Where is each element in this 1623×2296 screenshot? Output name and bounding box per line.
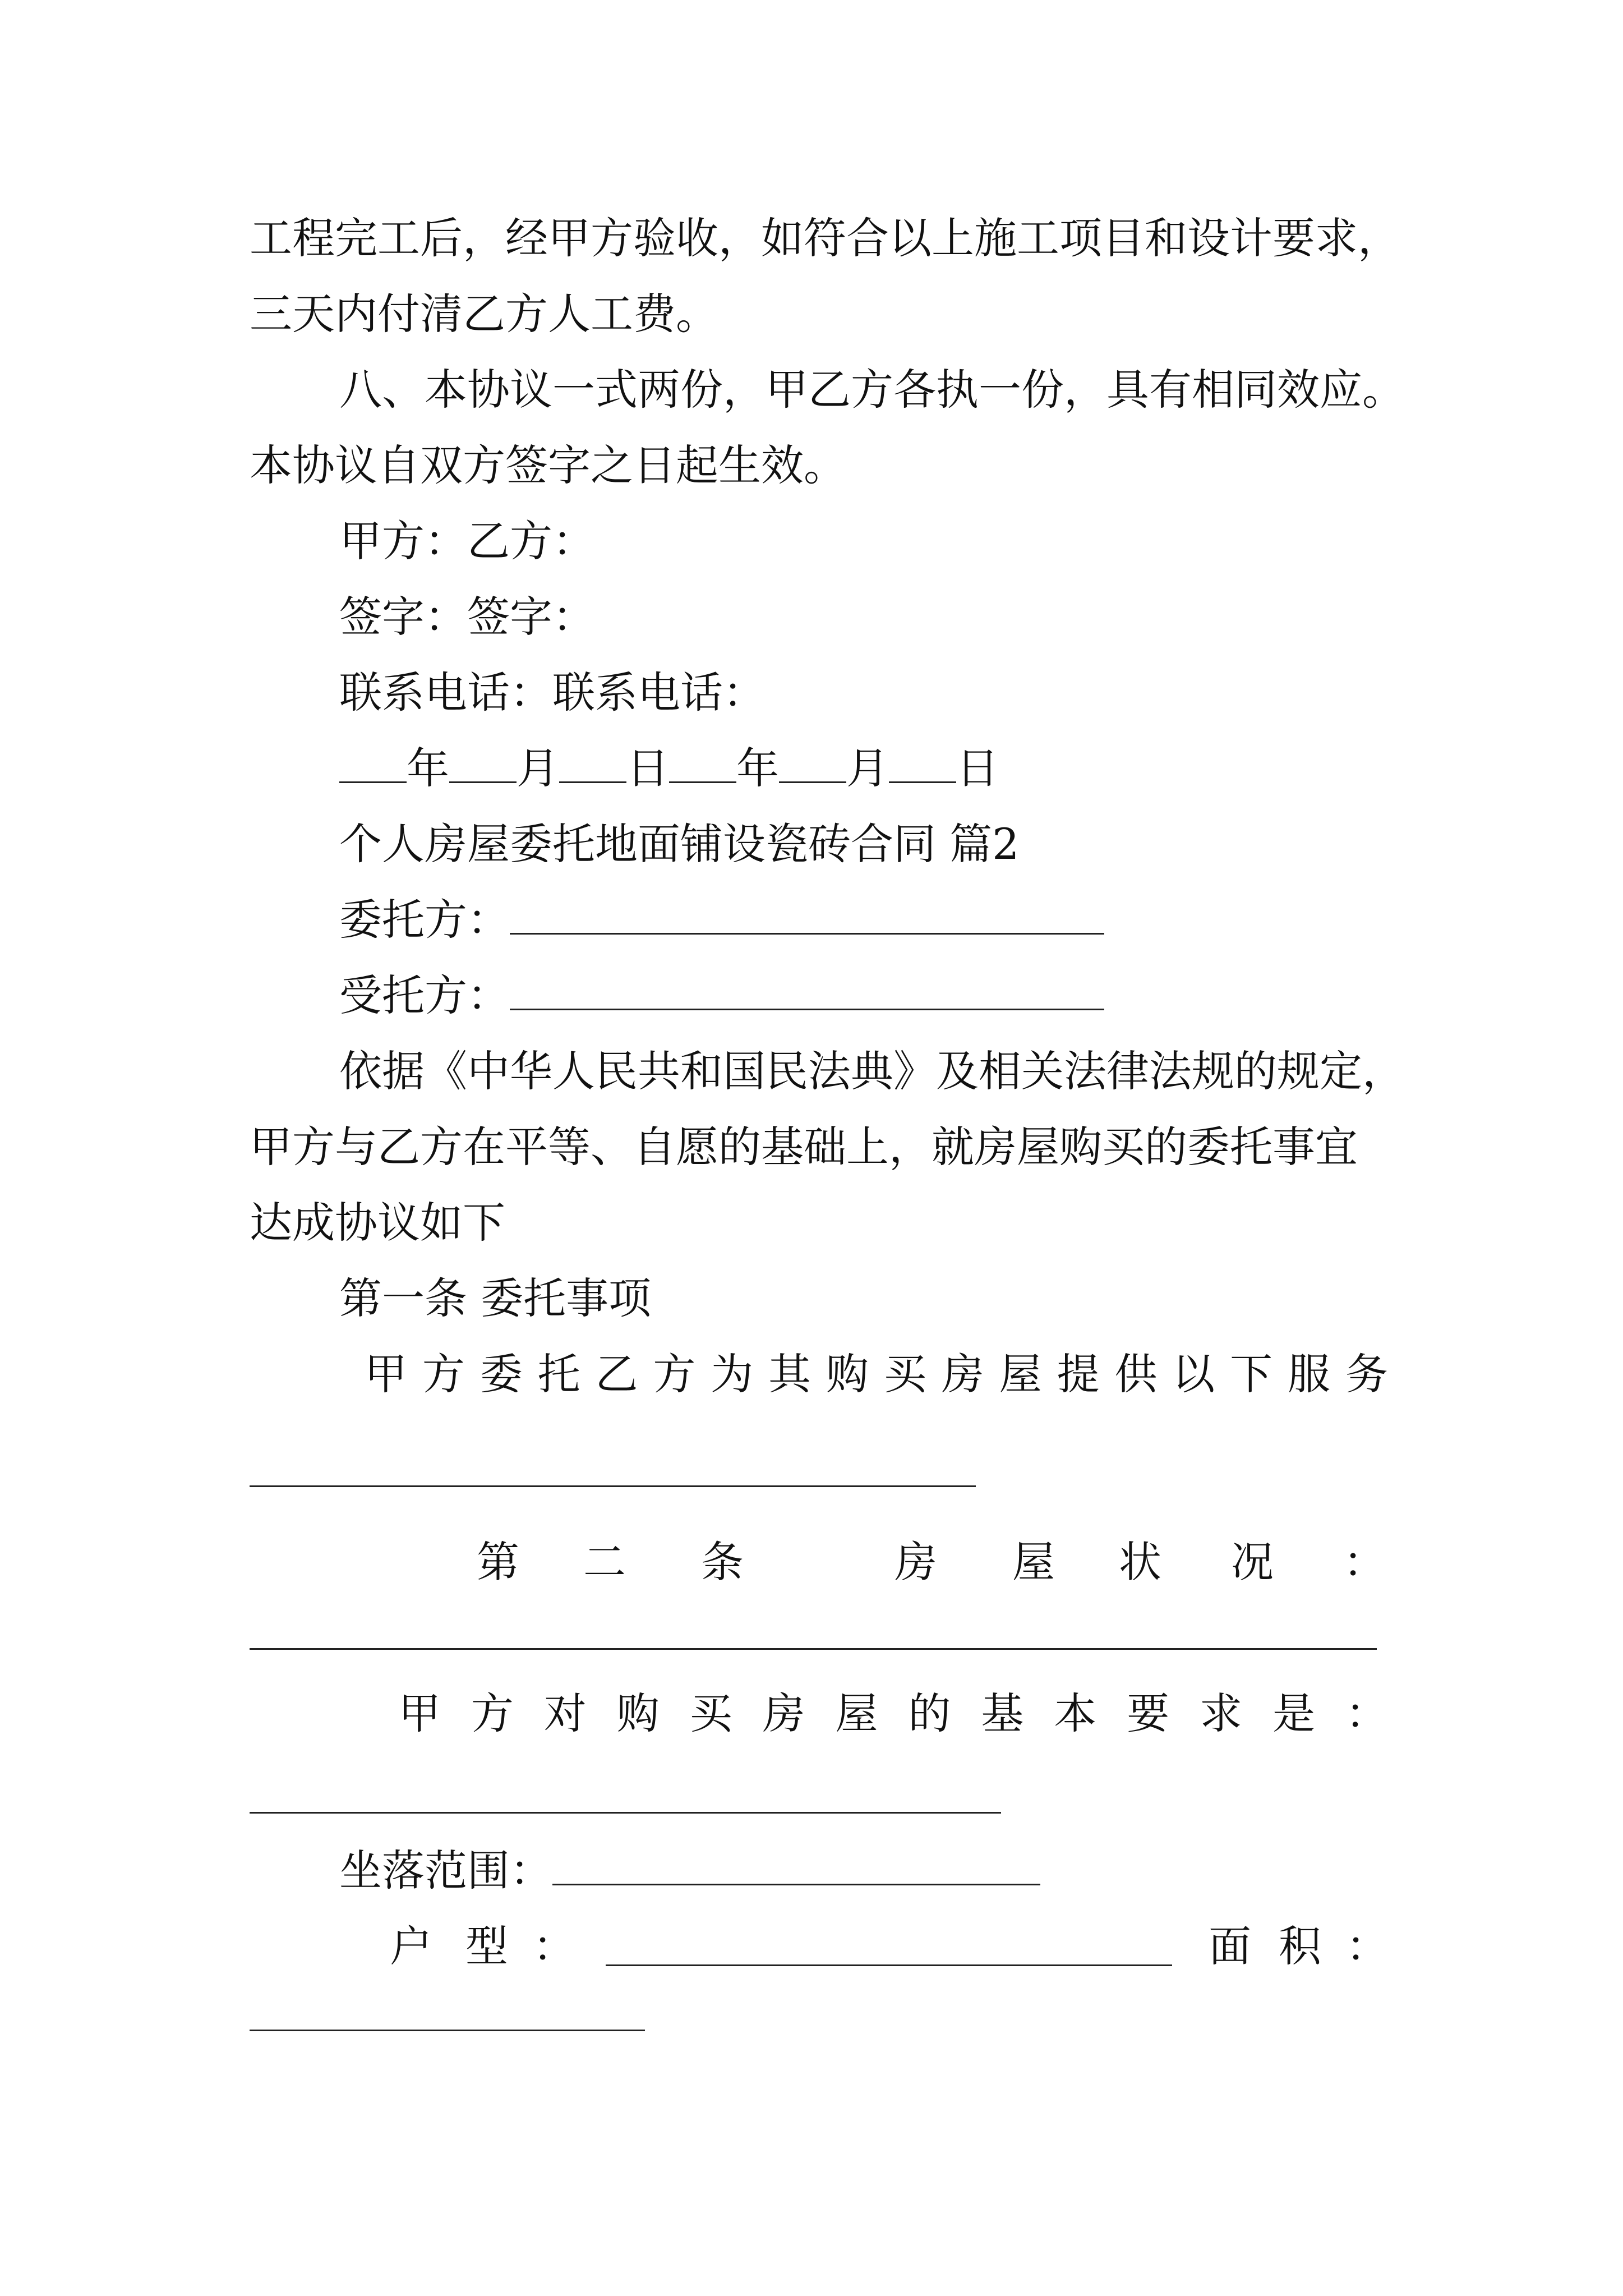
client-line	[339, 895, 1478, 945]
agent-line	[339, 970, 1478, 1021]
article-1-char: 方	[653, 1349, 696, 1399]
requirement-char: 买	[689, 1688, 732, 1738]
date-month: 月	[846, 743, 889, 793]
requirement-char: 要	[1127, 1688, 1170, 1738]
article-1-char: 托	[537, 1349, 580, 1399]
requirement-char: 是	[1272, 1688, 1316, 1738]
article-1-char: 购	[826, 1349, 869, 1399]
requirement-char: 基	[981, 1688, 1024, 1738]
article-2-char: 条	[701, 1537, 744, 1587]
article-1-title: 第一条 委托事项	[339, 1273, 652, 1323]
article-2-char: ：	[1343, 1537, 1386, 1587]
unit-type-char: 户	[390, 1921, 432, 1971]
paragraph-2-line-1: 八、本协议一式两份，甲乙方各执一份，具有相同效应。	[339, 365, 1405, 415]
article-2-char: 二	[583, 1537, 626, 1587]
article-2-char: 状	[1119, 1537, 1161, 1587]
date-year: 年	[736, 743, 779, 793]
unit-type-char: 型	[465, 1921, 508, 1971]
signature-line: 签字：签字：	[339, 592, 595, 642]
article-1-char: 为	[711, 1349, 754, 1399]
area-char: 积	[1279, 1921, 1321, 1971]
date-blank	[449, 751, 517, 783]
unit-type-blank	[606, 1934, 1172, 1966]
article-2-char: 第	[477, 1537, 519, 1587]
article-1-char: 屋	[999, 1349, 1042, 1399]
article-1-char: 务	[1345, 1349, 1388, 1399]
paragraph-1-line-2: 三天内付清乙方人工费。	[250, 289, 718, 339]
article-1-blank	[250, 1485, 976, 1487]
client-label: 委托方：	[339, 895, 510, 945]
date-blank	[779, 751, 846, 783]
article-1-char: 服	[1288, 1349, 1330, 1399]
date-day: 日	[626, 743, 669, 793]
article-1-char: 买	[883, 1349, 926, 1399]
party-line: 甲方：乙方：	[339, 516, 595, 566]
date-day: 日	[956, 743, 999, 793]
article-2-blank	[250, 1648, 1377, 1650]
article-1-char: 甲	[365, 1349, 407, 1399]
section-title: 个人房屋委托地面铺设瓷砖合同 篇2	[339, 819, 1020, 869]
location-line	[339, 1846, 1478, 1896]
requirement-char: 本	[1054, 1688, 1097, 1738]
requirement-blank	[250, 1812, 1001, 1814]
paragraph-3-line-2: 甲方与乙方在平等、自愿的基础上，就房屋购买的委托事宜	[250, 1122, 1358, 1172]
requirement-char: 对	[543, 1688, 587, 1738]
article-1-char: 委	[479, 1349, 523, 1399]
article-1-char: 以	[1172, 1349, 1215, 1399]
area-char: ：	[1346, 1921, 1389, 1971]
date-blank	[889, 751, 956, 783]
date-blank	[339, 751, 407, 783]
area-char: 面	[1209, 1921, 1251, 1971]
requirement-char: 方	[471, 1688, 514, 1738]
client-blank	[510, 902, 1104, 935]
date-year: 年	[407, 743, 449, 793]
agent-blank	[510, 978, 1104, 1010]
requirement-char: 甲	[398, 1688, 441, 1738]
location-blank	[552, 1853, 1040, 1885]
article-1-char: 下	[1230, 1349, 1273, 1399]
paragraph-3-line-1: 依据《中华人民共和国民法典》及相关法律法规的规定，	[339, 1046, 1405, 1096]
location-label: 坐落范围：	[339, 1846, 552, 1895]
article-2-char: 屋	[1012, 1537, 1055, 1587]
article-1-char: 提	[1057, 1349, 1100, 1399]
requirement-char: 屋	[835, 1688, 878, 1738]
article-1-char: 方	[422, 1349, 465, 1399]
requirement-text	[398, 1688, 1388, 1739]
date-line	[339, 743, 1478, 794]
agent-label: 受托方：	[339, 970, 510, 1020]
article-2-char: 房	[895, 1537, 937, 1587]
paragraph-3-line-3: 达成协议如下	[250, 1198, 505, 1248]
requirement-char: 求	[1200, 1688, 1243, 1738]
article-1-char: 供	[1114, 1349, 1158, 1399]
article-1-char: 其	[768, 1349, 811, 1399]
paragraph-2-line-2: 本协议自双方签字之日起生效。	[250, 440, 846, 490]
paragraph-1-line-1: 工程完工后，经甲方验收，如符合以上施工项目和设计要求，	[250, 213, 1400, 263]
area-blank	[250, 2030, 645, 2031]
article-1-char: 房	[941, 1349, 984, 1399]
requirement-char: 房	[762, 1688, 805, 1738]
date-blank	[669, 751, 736, 783]
requirement-char: 的	[908, 1688, 951, 1738]
article-2-char: 况	[1231, 1537, 1274, 1587]
requirement-char: 购	[616, 1688, 660, 1738]
phone-line: 联系电话：联系电话：	[339, 668, 766, 717]
unit-type-char: ：	[533, 1921, 575, 1971]
requirement-char: ：	[1345, 1688, 1388, 1738]
article-1-char: 乙	[595, 1349, 638, 1399]
article-1-text	[365, 1349, 1388, 1400]
date-month: 月	[517, 743, 559, 793]
date-blank	[559, 751, 626, 783]
